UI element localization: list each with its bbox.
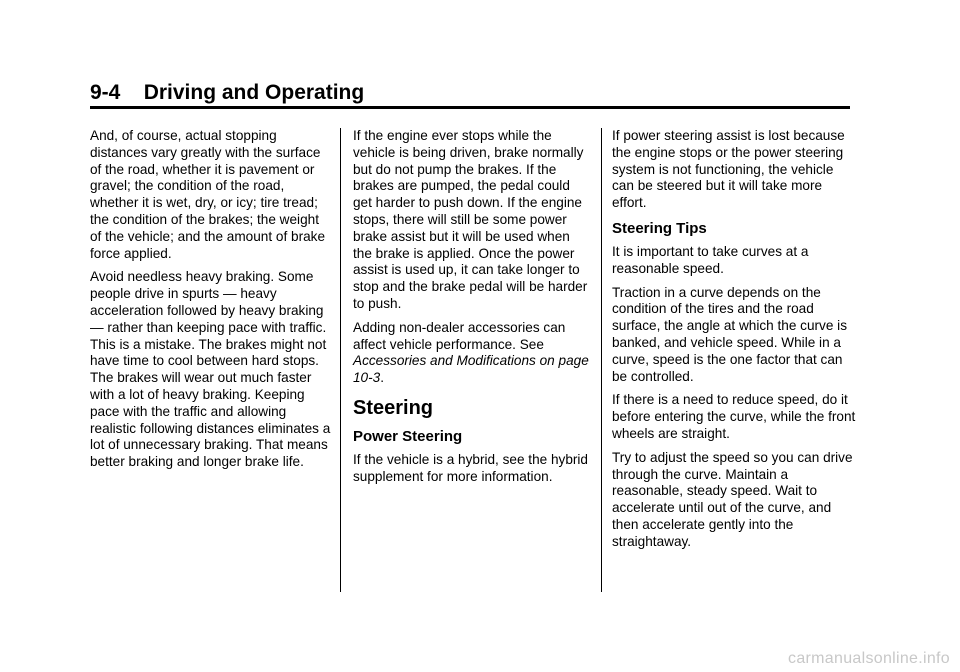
paragraph-curves-speed: It is important to take curves at a reasonable speed. <box>612 243 809 276</box>
column-divider-2 <box>601 128 602 592</box>
paragraph-engine-stops: If the engine ever stops while the vehicle is being driven, brake normally but do not pump the brakes. If the brakes are pumped, the pedal could get harder to push down. If the engine stops, there will still be some power brake assist but it will be used when the brake is applied. Once the power assist is used up, it can take longer to stop and the brake pedal will be harder to push. <box>353 128 588 311</box>
page-title: 9-4 Driving and Operating <box>90 81 365 104</box>
paragraph-stopping-distances: And, of course, actual stopping distances vary greatly with the surface of the road, whether it is pavement or gravel; the condition of the road, whether it is wet, dry, or icy; tire tread; the condition of the brakes; the weight of the vehicle; and the amount of brake force applied. <box>90 128 326 261</box>
watermark: carmanualsonline.info <box>788 650 950 667</box>
column-2 <box>353 128 589 493</box>
paragraph-traction: Traction in a curve depends on the condition of the tires and the road surface, the angle at which the curve is banked, and vehicle speed. While in a curve, speed is the one factor that can be controlled. <box>612 284 847 384</box>
heading-steering-tips: Steering Tips <box>612 219 707 237</box>
accessories-link[interactable]: Accessories and Modifications on page 10-3 <box>353 353 589 386</box>
heading-power-steering: Power Steering <box>353 427 463 445</box>
column-3 <box>612 128 858 558</box>
paragraph-adjust-speed: Try to adjust the speed so you can drive through the curve. Maintain a reasonable, steady speed. Wait to accelerate until out of the curve, and then accelerate gently into the straightaway. <box>612 449 853 549</box>
column-divider-1 <box>340 128 341 592</box>
column-1 <box>90 128 334 478</box>
paragraph-accessories <box>353 320 589 387</box>
paragraph-assist-lost: If power steering assist is lost because the engine stops or the power steering system is not functioning, the vehicle can be steered but it will take more effort. <box>612 128 845 211</box>
paragraph-heavy-braking: Avoid needless heavy braking. Some people drive in spurts — heavy acceleration followed by heavy braking — rather than keeping pace with traffic. This is a mistake. The brakes might not have time to cool between hard stops. The brakes will wear out much faster with a lot of heavy braking. Keeping pace with the traffic and allowing realistic following distances eliminates a lot of unnecessary braking. That means better braking and longer brake life. <box>90 269 331 470</box>
heading-steering: Steering <box>353 396 434 419</box>
accessories-period: . <box>380 370 384 386</box>
page-header <box>90 80 850 109</box>
paragraph-reduce-speed: If there is a need to reduce speed, do it before entering the curve, while the front wheels are straight. <box>612 392 856 441</box>
paragraph-hybrid: If the vehicle is a hybrid, see the hybrid supplement for more information. <box>353 451 588 484</box>
accessories-text: Adding non-dealer accessories can affect vehicle performance. See <box>353 319 566 352</box>
